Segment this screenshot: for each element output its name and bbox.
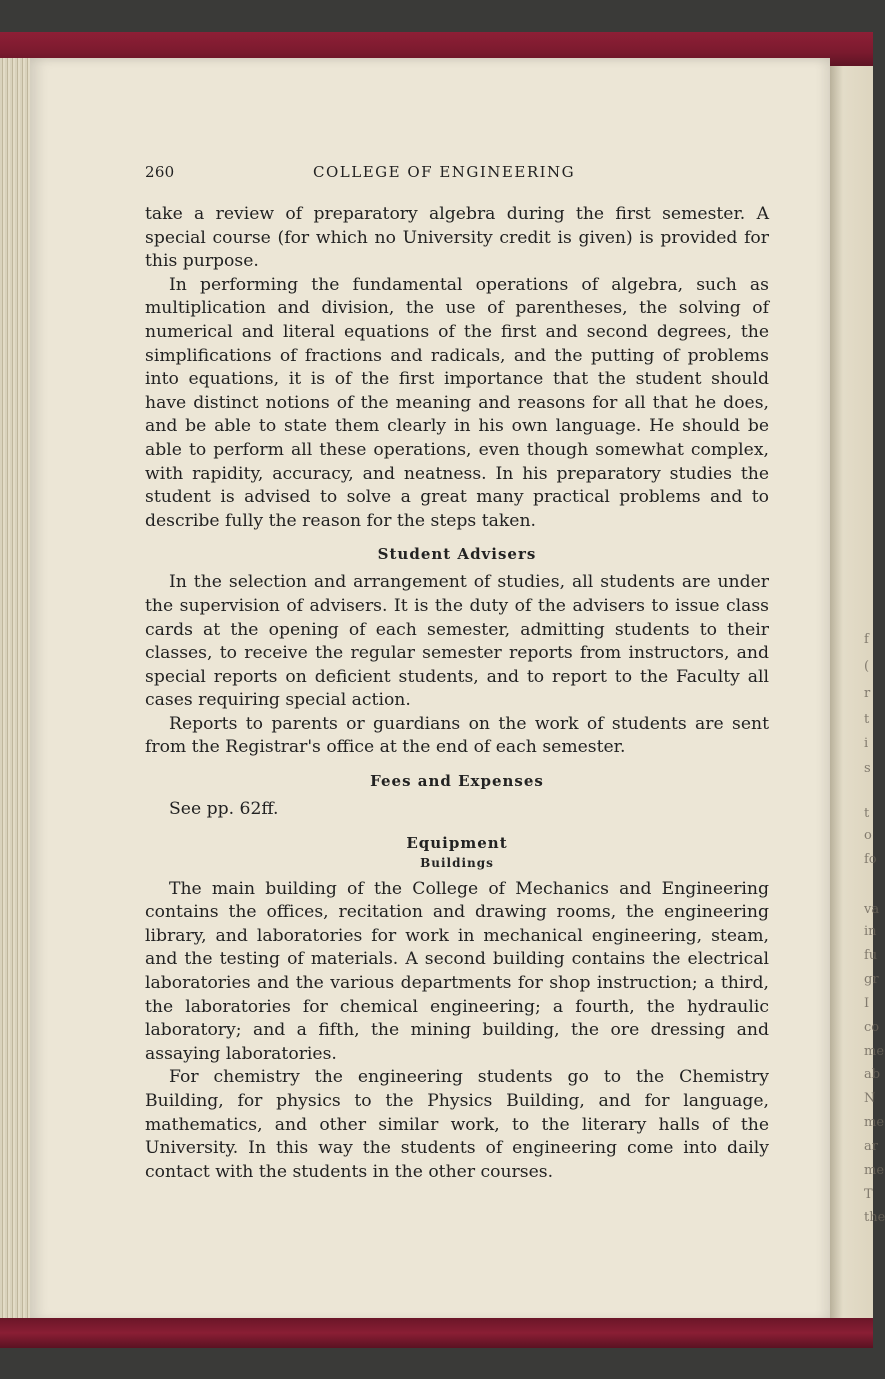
facing-page-fragment: i — [864, 736, 869, 751]
facing-page-fragment: t — [864, 712, 870, 727]
facing-page-fragment: in — [864, 924, 877, 939]
facing-page-fragment: ar — [864, 1139, 878, 1154]
facing-page-fragment: o — [864, 828, 872, 843]
running-head — [145, 155, 769, 189]
facing-page-fragment: me — [864, 1163, 885, 1178]
facing-page-fragment: fo — [864, 852, 877, 867]
page-text-block — [145, 155, 769, 1184]
facing-page-fragment: I — [864, 996, 870, 1011]
paragraph-other-buildings: For chemistry the engineering students go to the Chemistry Building, for physics to the Physics Building, and for language, mathematics, and other similar work, to the literary halls of the University. In this way the students of engineering come into daily contact with the students in the other courses. — [145, 1067, 769, 1182]
page-number: 260 — [145, 163, 175, 181]
paragraph-advisers-duties: In the selection and arrangement of studies, all students are under the supervision of advisers. It is the duty of the advisers to issue class cards at the opening of each semester, admitting students to their classes, to receive the regular semester reports from instructors, and special reports on deficient students, and to report to the Faculty all cases requiring special action. — [145, 572, 769, 711]
facing-page-fragment: s — [864, 761, 871, 776]
heading-equipment: Equipment — [406, 833, 508, 852]
facing-page-fragment: fu — [864, 948, 878, 963]
facing-page-fragment: me — [864, 1115, 885, 1130]
heading-buildings: Buildings — [420, 855, 494, 870]
facing-page-edge — [830, 66, 885, 1324]
facing-page-fragment: r — [864, 686, 871, 701]
heading-fees-and-expenses: Fees and Expenses — [370, 772, 544, 791]
paragraph-see-pages: See pp. 62ff. — [169, 799, 279, 820]
paragraph-algebra-operations: In performing the fundamental operations of algebra, such as multiplication and division, the use of parentheses, the solving of numerical and literal equations of the first and second degrees, the simplifications of fractions and radicals, and the putting of problems into equations, it is of the first importance that the student should have distinct notions of the meaning and reasons for all that he does, and be able to state them clearly in his own language. He should be able to perform all these operations, even though somewhat complex, with rapidity, accuracy, and neatness. In his preparatory studies the student is advised to solve a great many practical problems and to describe fully the reason for the steps taken. — [145, 274, 769, 531]
facing-page-fragment: the — [864, 1210, 885, 1225]
facing-page-fragment: gr — [864, 972, 879, 987]
heading-student-advisers: Student Advisers — [377, 545, 537, 564]
paragraph-reports-to-parents: Reports to parents or guardians on the work of students are sent from the Registrar's office at the end of each semester. — [145, 713, 769, 758]
facing-page-fragment: f — [864, 632, 869, 647]
facing-page-fragment: me — [864, 1044, 885, 1059]
paragraph-algebra-review: take a review of preparatory algebra during the first semester. A special course (for which no University credit is given) is provided for this purpose. — [145, 204, 769, 272]
facing-page-fragment: t — [864, 806, 870, 821]
paragraph-main-building: The main building of the College of Mechanics and Engineering contains the offices, recitation and drawing rooms, the engineering library, and laboratories for work in mechanical engineering, steam, and the testing of materials. A second building contains the electrical laboratories and the various departments for shop instruction; a third, the laboratories for chemical engineering; a fourth, the hydraulic laboratory; and a fifth, the mining building, the ore dressing and assaying laboratories. — [145, 878, 769, 1064]
facing-page-fragment: va — [864, 902, 880, 917]
facing-page-fragment: co — [864, 1020, 880, 1035]
facing-page-fragment: ( — [864, 659, 870, 674]
running-title: COLLEGE OF ENGINEERING — [313, 163, 576, 181]
facing-page-fragment: ab — [864, 1067, 881, 1082]
book-cover-bottom-edge — [0, 1318, 873, 1348]
facing-page-fragment: T — [864, 1187, 873, 1202]
facing-page-fragment: N — [864, 1091, 876, 1106]
